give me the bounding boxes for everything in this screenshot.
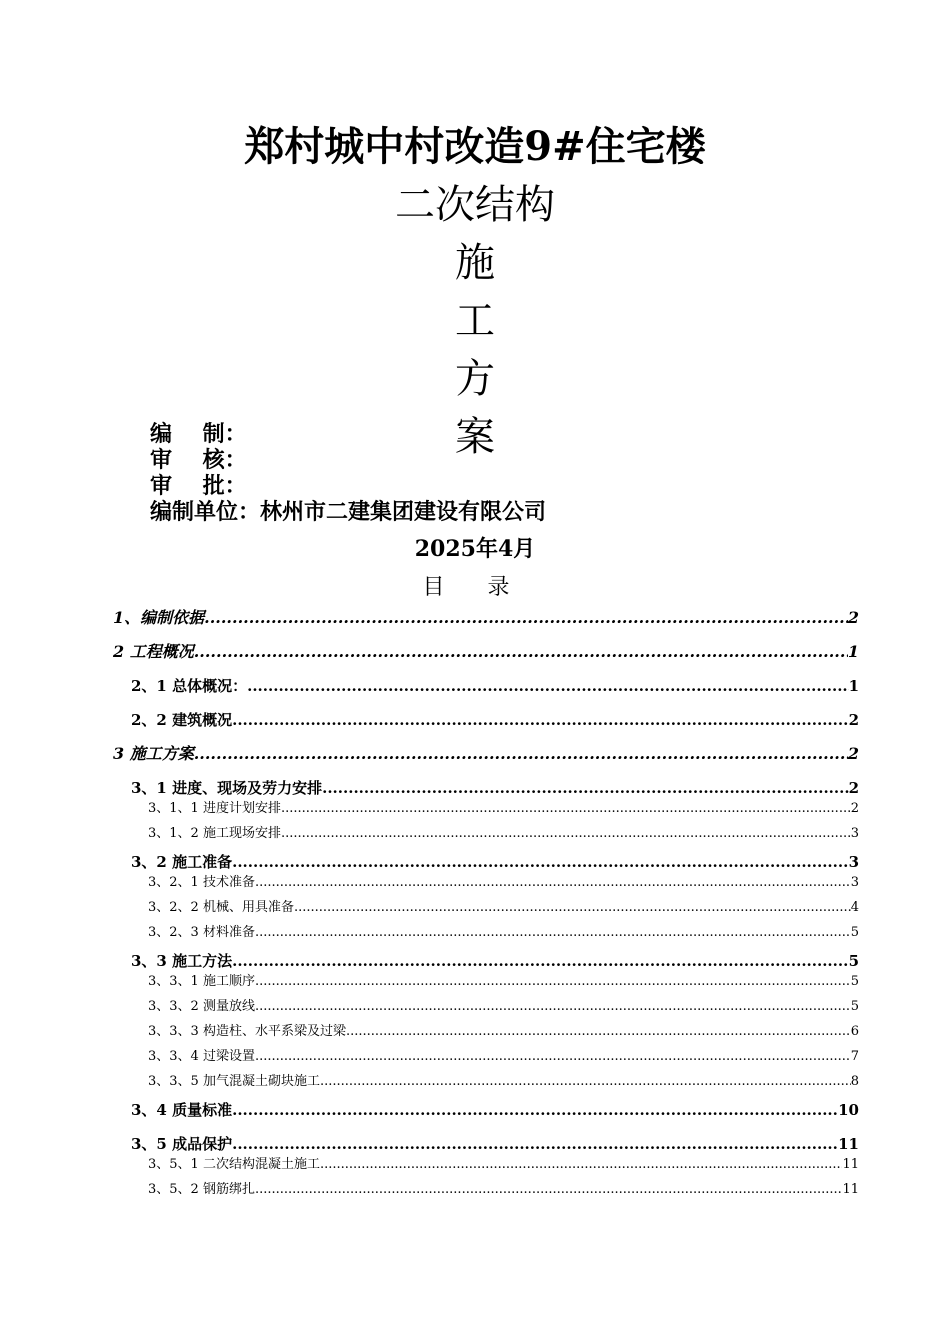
toc-entry-page: 2 (848, 779, 859, 797)
toc-entry-page: 11 (842, 1182, 859, 1197)
title-line-project: 郑村城中村改造9#住宅楼 (244, 123, 706, 170)
reviewer-line: 审 核： (150, 447, 247, 473)
table-of-contents (113, 604, 859, 1204)
toc-entry-title: 3、5、1 二次结构混凝土施工 (148, 1157, 320, 1172)
toc-entry-page: 11 (842, 1157, 859, 1172)
toc-entry-page: 4 (850, 900, 859, 915)
toc-entry[interactable] (113, 1154, 859, 1179)
toc-entry[interactable] (113, 1046, 859, 1071)
toc-dot-leader (194, 638, 848, 666)
toc-dot-leader (255, 971, 851, 993)
toc-entry-page: 2 (847, 744, 859, 763)
toc-entry-title: 1、编制依据 (113, 608, 205, 627)
toc-entry[interactable] (113, 638, 859, 672)
toc-entry[interactable] (113, 996, 859, 1021)
toc-entry[interactable] (113, 1179, 859, 1204)
toc-dot-leader (281, 823, 851, 845)
toc-dot-leader (232, 706, 848, 734)
toc-entry-page: 5 (850, 999, 859, 1014)
toc-entry-page: 1 (848, 677, 859, 695)
toc-dot-leader (204, 604, 848, 632)
toc-entry[interactable] (113, 604, 859, 638)
toc-entry-title: 3、2 施工准备 (131, 853, 233, 871)
toc-entry[interactable] (113, 947, 859, 971)
toc-entry-page: 3 (850, 826, 859, 841)
toc-entry-title: 3、2、2 机械、用具准备 (148, 900, 294, 915)
signature-block (150, 421, 546, 525)
toc-entry-page: 5 (850, 925, 859, 940)
toc-entry-page: 2 (850, 801, 859, 816)
toc-entry[interactable] (113, 848, 859, 872)
toc-entry[interactable] (113, 672, 859, 706)
toc-entry-page: 6 (850, 1024, 859, 1039)
toc-entry-page: 8 (850, 1074, 859, 1089)
toc-entry-title: 2、1 总体概况： (131, 677, 248, 695)
toc-entry[interactable] (113, 823, 859, 848)
toc-dot-leader (281, 798, 851, 820)
toc-entry[interactable] (113, 1130, 859, 1154)
approver-line: 审 批： (150, 473, 247, 499)
toc-entry[interactable] (113, 1071, 859, 1096)
toc-entry[interactable] (113, 971, 859, 996)
toc-entry[interactable] (113, 706, 859, 740)
toc-entry-page: 5 (850, 974, 859, 989)
toc-dot-leader (255, 872, 851, 894)
toc-dot-leader (194, 740, 848, 768)
cover-title (0, 118, 950, 466)
toc-entry[interactable] (113, 798, 859, 823)
toc-heading: 目 录 (422, 575, 528, 600)
toc-entry[interactable] (113, 774, 859, 798)
toc-entry-page: 2 (848, 711, 859, 729)
toc-entry-title: 3、2、3 材料准备 (148, 925, 255, 940)
toc-entry-title: 3、3、3 构造柱、水平系梁及过梁 (148, 1024, 346, 1039)
title-line-char-1: 施 (455, 240, 495, 286)
title-line-char-2: 工 (455, 298, 495, 344)
toc-dot-leader (255, 996, 851, 1018)
toc-entry-title: 3、3、1 施工顺序 (148, 974, 255, 989)
title-line-subject: 二次结构 (395, 182, 555, 228)
toc-entry-page: 11 (838, 1135, 859, 1153)
toc-entry-page: 7 (850, 1049, 859, 1064)
toc-dot-leader (255, 1179, 843, 1201)
toc-entry-title: 3、1、2 施工现场安排 (148, 826, 281, 841)
toc-dot-leader (320, 1154, 843, 1176)
toc-dot-leader (232, 1096, 838, 1124)
title-line-char-3: 方 (455, 356, 495, 402)
toc-entry[interactable] (113, 922, 859, 947)
toc-entry-title: 3、3 施工方法 (131, 952, 233, 970)
toc-dot-leader (255, 1046, 851, 1068)
toc-entry-page: 3 (848, 853, 859, 871)
toc-entry-title: 3、1 进度、现场及劳力安排 (131, 779, 323, 797)
toc-entry[interactable] (113, 872, 859, 897)
toc-entry-title: 3、3、2 测量放线 (148, 999, 255, 1014)
toc-dot-leader (320, 1071, 851, 1093)
title-line-char-4: 案 (455, 414, 495, 460)
toc-entry-page: 5 (848, 952, 859, 970)
toc-entry-page: 1 (847, 642, 859, 661)
toc-entry-title: 3、4 质量标准 (131, 1101, 233, 1119)
toc-dot-leader (294, 897, 851, 919)
toc-entry-title: 3、2、1 技术准备 (148, 875, 255, 890)
toc-entry-title: 3、5 成品保护 (131, 1135, 233, 1153)
toc-entry[interactable] (113, 1096, 859, 1130)
compiling-unit-line: 编制单位：林州市二建集团建设有限公司 (150, 499, 547, 525)
toc-entry-title: 3、5、2 钢筋绑扎 (148, 1182, 255, 1197)
document-date: 2025年4月 (414, 536, 536, 562)
toc-entry-title: 2、2 建筑概况 (131, 711, 233, 729)
toc-entry[interactable] (113, 740, 859, 774)
toc-dot-leader (255, 922, 851, 944)
toc-entry-title: 3、3、5 加气混凝土砌块施工 (148, 1074, 320, 1089)
compiler-line: 编 制： (150, 421, 247, 447)
toc-entry-title: 3、1、1 进度计划安排 (148, 801, 281, 816)
toc-dot-leader (346, 1021, 851, 1043)
toc-entry-page: 3 (850, 875, 859, 890)
toc-dot-leader (247, 672, 848, 700)
toc-entry-page: 2 (847, 608, 859, 627)
toc-entry-page: 10 (838, 1101, 859, 1119)
toc-entry[interactable] (113, 897, 859, 922)
toc-entry-title: 3、3、4 过梁设置 (148, 1049, 255, 1064)
toc-entry-title: 2 工程概况 (113, 642, 194, 661)
toc-entry[interactable] (113, 1021, 859, 1046)
toc-entry-title: 3 施工方案 (113, 744, 194, 763)
